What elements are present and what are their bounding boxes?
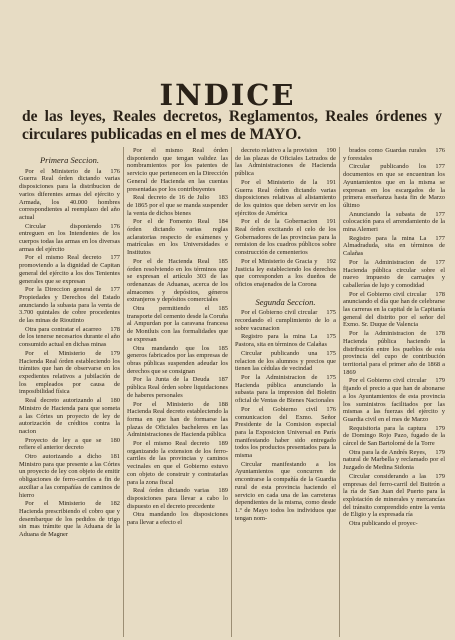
entry-page-number: 175 xyxy=(326,373,336,381)
entry-page-number: 189 xyxy=(218,440,228,448)
index-entry xyxy=(343,425,445,448)
index-entry xyxy=(343,520,445,528)
entry-text: Registro para la mina La Pastora, sita en términos de Calañas xyxy=(235,333,327,349)
index-entry xyxy=(127,218,228,257)
index-title: INDICE xyxy=(159,78,296,112)
entry-page-number: 191 xyxy=(326,218,336,226)
entry-page-number: 192 xyxy=(326,257,336,265)
entry-text: Por el Ministerio de Hacienda Real decreto estableciendo la forma en que han de formarse las plazas de Oficiales bacheleres en las Administraciones de Hacienda pública xyxy=(127,400,228,439)
entry-text: Real decreto autorizando al Ministro de Hacienda para que someta a las Córtes un proyecto de ley de autorización de créditos contra la nacion xyxy=(19,397,120,435)
entry-page-number: 176 xyxy=(110,167,120,175)
entry-page-number: 180 xyxy=(110,397,120,405)
index-entry xyxy=(235,179,336,218)
entry-page-number: 191 xyxy=(326,178,336,186)
index-entry xyxy=(127,440,228,486)
entry-text: Por el Gobierno civil circular fijando el precio a que han de abonarse a los Ayuntamientos de esta provincia los suministros facilitados por las mismas a las fuerzas del ejército y Guardia civil en el mes de Marzo xyxy=(343,377,445,423)
entry-text: Por la Administracion de Hacienda pública haciendo la distribución entre los pueblos de esta provincia del cupo de contribución territorial para el primer año de 1868 a 1869 xyxy=(343,330,445,376)
entry-page-number: 189 xyxy=(218,487,228,495)
entry-text: Otra permitiendo el transporte del cemento desde la Coruña al Ampurdan por la caravana francesa de Montluis con las formalidades que se expresan xyxy=(127,305,228,343)
entry-text: Por la Administracion de Hacienda pública circular sobre el nuevo impuesto de carruajes y caballerías de lujo y comodidad xyxy=(343,258,445,289)
entry-page-number: 177 xyxy=(110,286,120,294)
entry-text: Circular disponiendo entreguen en los Intendentes de los cuerpos todas las armas en los diversas armas del ejército xyxy=(19,222,120,253)
entry-page-number: 184 xyxy=(218,218,228,226)
entry-page-number: 176 xyxy=(326,405,336,413)
entry-text: Por la Junta de la Deuda pública Real órden sobre liquidaciones de haberes personales xyxy=(127,376,228,399)
index-entry xyxy=(343,163,445,209)
index-entry xyxy=(343,377,445,423)
entry-text: Por la Administracion de Hacienda pública anunciando la subasta para la impresion del Boletin oficial de Ventas de Bienes Nacionales xyxy=(235,373,336,405)
entry-text: Real decreto de 16 de Julio de 1865 por el que se manda suspender la venta de dichos bienes xyxy=(127,194,228,217)
entry-text: Por el Ministerio de Gracia y Justicia ley estableciendo los derechos que corresponden a los dueños de oficios enajenados de la Corona xyxy=(235,257,336,288)
index-entry xyxy=(343,259,445,290)
index-entry xyxy=(19,500,120,539)
index-entry xyxy=(127,258,228,304)
entry-page-number: 177 xyxy=(435,163,445,171)
entry-text: Por el Ministerio de Hacienda Real órden estableciendo los trámites que han de observarse en los expedientes relativos a jubilación de los empleados por causa de imposibilidad física xyxy=(19,349,120,396)
index-subtitle: de las leyes, Reales decretos, Reglamentos, Reales órdenes y circulares publicadas en el mes de MAYO. xyxy=(22,108,442,143)
entry-text: Por el Ministerio de la Guerra Real órden dictando varias disposiciones relativas al alistamiento de los quintos que deben servir en los ejércitos de América xyxy=(235,178,336,217)
entry-text: Por el Gobierno civil circular recordando el cumplimiento de lo a sobre vacunacion xyxy=(235,309,336,332)
entry-text: Anunciando la subasta de colocación para el arrendamiento de la mina Alemeri xyxy=(343,210,445,234)
entry-page-number: 179 xyxy=(435,377,445,385)
entry-page-number: 179 xyxy=(435,472,445,480)
index-entry xyxy=(127,194,228,217)
index-entry xyxy=(19,168,120,222)
entry-text: Por el Ministerio de la Guerra Real órden dictando varias disposiciones para la distribucion de varios diferentes armas del ejército y Armada, los 40.000 hombres correspondientes al reemplazo del año actual xyxy=(19,167,120,221)
index-entry xyxy=(343,211,445,234)
index-entry xyxy=(343,330,445,376)
entry-page-number: 179 xyxy=(435,448,445,456)
entry-text: Por el Gobierno civil circular anunciando el día que han de celebrarse las carreras en la capital de la Capitanía general del distrito por el señor del Exmo. Sr. Duque de Valencia xyxy=(343,290,445,329)
entry-page-number: 178 xyxy=(435,290,445,298)
entry-text: Otra para la de Andrés Reyes, natural de Marbella y reclamado por el Juzgado de Medina Sidonia xyxy=(343,448,445,472)
index-entry xyxy=(343,291,445,330)
entry-page-number: 185 xyxy=(218,344,228,352)
index-entry xyxy=(235,406,336,460)
index-entry xyxy=(127,305,228,344)
index-entry xyxy=(127,345,228,376)
entry-page-number: 180 xyxy=(110,436,120,444)
entry-page-number: 175 xyxy=(326,349,336,357)
entry-text: Circular manifestando a los Ayuntamientos que concurren de encontrarse la compañía de la Guardia rural de esta provincia haciendo el servicio en cada una de las carreteras dependientes de la misma, como desde 1.º de Mayo todos los individuos que tengan nom- xyxy=(235,460,336,522)
entry-page-number: 185 xyxy=(218,305,228,313)
entry-page-number: 190 xyxy=(326,147,336,154)
index-entry xyxy=(235,218,336,257)
entry-page-number: 177 xyxy=(435,234,445,242)
entry-text: Circular considerando a las empresas del ferro-carril del Buitrón a la ría de San Juan del Puerto para la explotación de minerales y mercancías del tránsito comprendido entre la venta de Eligio y la expresada ría xyxy=(343,472,445,519)
section-heading-segunda: Segunda Seccion. xyxy=(255,296,316,307)
entry-text: Por el Gobierno civil comunicacion del Exmo. Señor Presidente de la Comision especial para la Exposicion Universal en París manifestando haber sido entregado todos los productos presentados para la misma xyxy=(235,405,336,460)
index-entry xyxy=(127,511,228,526)
entry-page-number: 177 xyxy=(110,254,120,262)
entry-page-number: 177 xyxy=(435,210,445,218)
entry-text: Otra mandando que los generos fabricados por las empresas de obras públicas suspenden adeudar los derechos que se consignan xyxy=(127,344,228,375)
index-entry xyxy=(235,333,336,348)
index-entry xyxy=(235,350,336,373)
entry-text: brados como Guardas rurales y forestales xyxy=(343,147,427,162)
entry-page-number: 181 xyxy=(110,453,120,461)
index-entry xyxy=(127,487,228,510)
index-entry xyxy=(19,453,120,499)
entry-page-number: 176 xyxy=(435,147,445,154)
index-entry xyxy=(127,401,228,440)
index-entry xyxy=(19,397,120,436)
entry-text: Por el Ministerio de Hacienda prescribiendo el cobro que y desembarque de los pedidos de trigo sin mas trámite que la Aduana de la Aduana de Magner xyxy=(19,500,120,539)
index-entry xyxy=(127,376,228,399)
column-2 xyxy=(124,147,232,637)
entry-page-number: 177 xyxy=(435,258,445,266)
entry-page-number: 182 xyxy=(110,500,120,508)
index-columns xyxy=(16,147,448,637)
entry-text: Por el mismo Real decreto organizando la extension de los ferro-carriles de las provincias y caminos vecinales en que el Gobierno estuvo con objeto de construir y contratarlas para la zona fiscal xyxy=(127,440,228,486)
index-entry xyxy=(19,350,120,396)
column-3 xyxy=(232,147,340,637)
index-entry xyxy=(235,461,336,523)
entry-page-number: 187 xyxy=(218,376,228,384)
index-entry xyxy=(235,309,336,332)
entry-text: Requisitoria para la captura de Domingo Rojo Pazo, fugado de la cárcel de San Bartolomé de la Torre xyxy=(343,424,445,448)
index-entry xyxy=(343,449,445,472)
section-heading-primera: Primera Seccion. xyxy=(39,155,99,165)
index-entry xyxy=(19,326,120,349)
entry-page-number: 175 xyxy=(326,333,336,341)
index-entry xyxy=(19,223,120,254)
entry-page-number: 179 xyxy=(110,349,120,357)
entry-page-number: 176 xyxy=(110,222,120,230)
index-entry xyxy=(127,147,228,193)
entry-page-number: 188 xyxy=(218,400,228,408)
index-entry xyxy=(343,235,445,258)
entry-text: Real órden dictando varias disposiciones para llevar a cabo lo dispuesto en el decreto precedente xyxy=(127,487,228,510)
entry-text: Proyecto de ley a que se refiere el anterior decreto xyxy=(19,436,102,452)
index-entry xyxy=(19,286,120,325)
entry-text: Circular publicando los documentos en que se encuentran los Ayuntamientos que en la misma se expresan en los escargados de la primera enseñanza hasta fin de Marzo último xyxy=(343,163,445,209)
entry-text: Por el de Hacienda Real órden resolviendo en los términos que se expresan el artículo 303 de las ordenanzas de Aduanas, acerca de los almacenes y depósitos, géneros extranjeros y depósitos comerciales xyxy=(127,257,228,304)
entry-text: decreto relativo a la provision de las plazas de Oficiales Letrados de las Administraciones de Hacienda pública xyxy=(235,147,336,178)
index-entry xyxy=(343,147,445,162)
column-4 xyxy=(340,147,448,637)
index-entry xyxy=(235,374,336,405)
entry-text: Por el de Fomento Real órden dictando varias reglas aclaratorias respecto de exámenes y matrículas en los Universidades e Institutos xyxy=(127,218,228,257)
entry-text: Por la Direccion general de Propiedades y Derechos del Estado anunciando la subasta para la venta de 3.700 quintales de cobre procedentes de las minas de Rioutinto xyxy=(19,286,120,325)
entry-text: Por el de la Gobernacion Real órden excitando el celo de los Gobernadores de las provincias para la remision de los cuadros públicos sobre construcción de cementerios xyxy=(235,218,336,257)
entry-text: Por el mismo Real decreto promoviendo a la dignidad de Capitan general del ejército a los dos Tenientes generales que se expresan xyxy=(19,254,120,285)
index-entry xyxy=(343,473,445,519)
entry-text: Circular publicando una relacion de los alumnos y precios que tienen las cédulas de vecindad xyxy=(235,349,336,373)
entry-text: Otro autorizando a dicho Ministro para que presente a las Córtes un proyecto de ley con objeto de emitir obligaciones de ferro-carriles a fin de auxiliar a las compañías de caminos de hierro xyxy=(19,453,120,499)
entry-page-number: 179 xyxy=(435,424,445,432)
entry-text: Por el mismo Real órden disponiendo que tengan validez las nombramientos por los patentes de servicio que pertenecen en la Dirección General de Hacienda en las cuentas presentadas por los contribuyentes xyxy=(127,147,228,193)
index-entry xyxy=(19,254,120,285)
entry-text: Otra publicando el proyec- xyxy=(349,520,418,528)
index-entry xyxy=(235,147,336,178)
entry-text: Otra para contratar el acarreo de los tenerse necesarios durante el año consumido actual en dichas minas xyxy=(19,325,120,349)
entry-page-number: 178 xyxy=(110,325,120,333)
entry-text: Otra mandando los disposiciones para llevar a efecto el xyxy=(127,511,228,527)
entry-page-number: 178 xyxy=(435,330,445,338)
entry-page-number: 185 xyxy=(218,257,228,265)
column-1 xyxy=(16,147,124,637)
index-entry xyxy=(19,437,120,452)
entry-text: Registro para la mina La Almadraduda, sita en términos de Calañas xyxy=(343,234,445,258)
entry-page-number: 175 xyxy=(326,309,336,317)
index-entry xyxy=(235,258,336,289)
entry-page-number: 183 xyxy=(218,194,228,202)
